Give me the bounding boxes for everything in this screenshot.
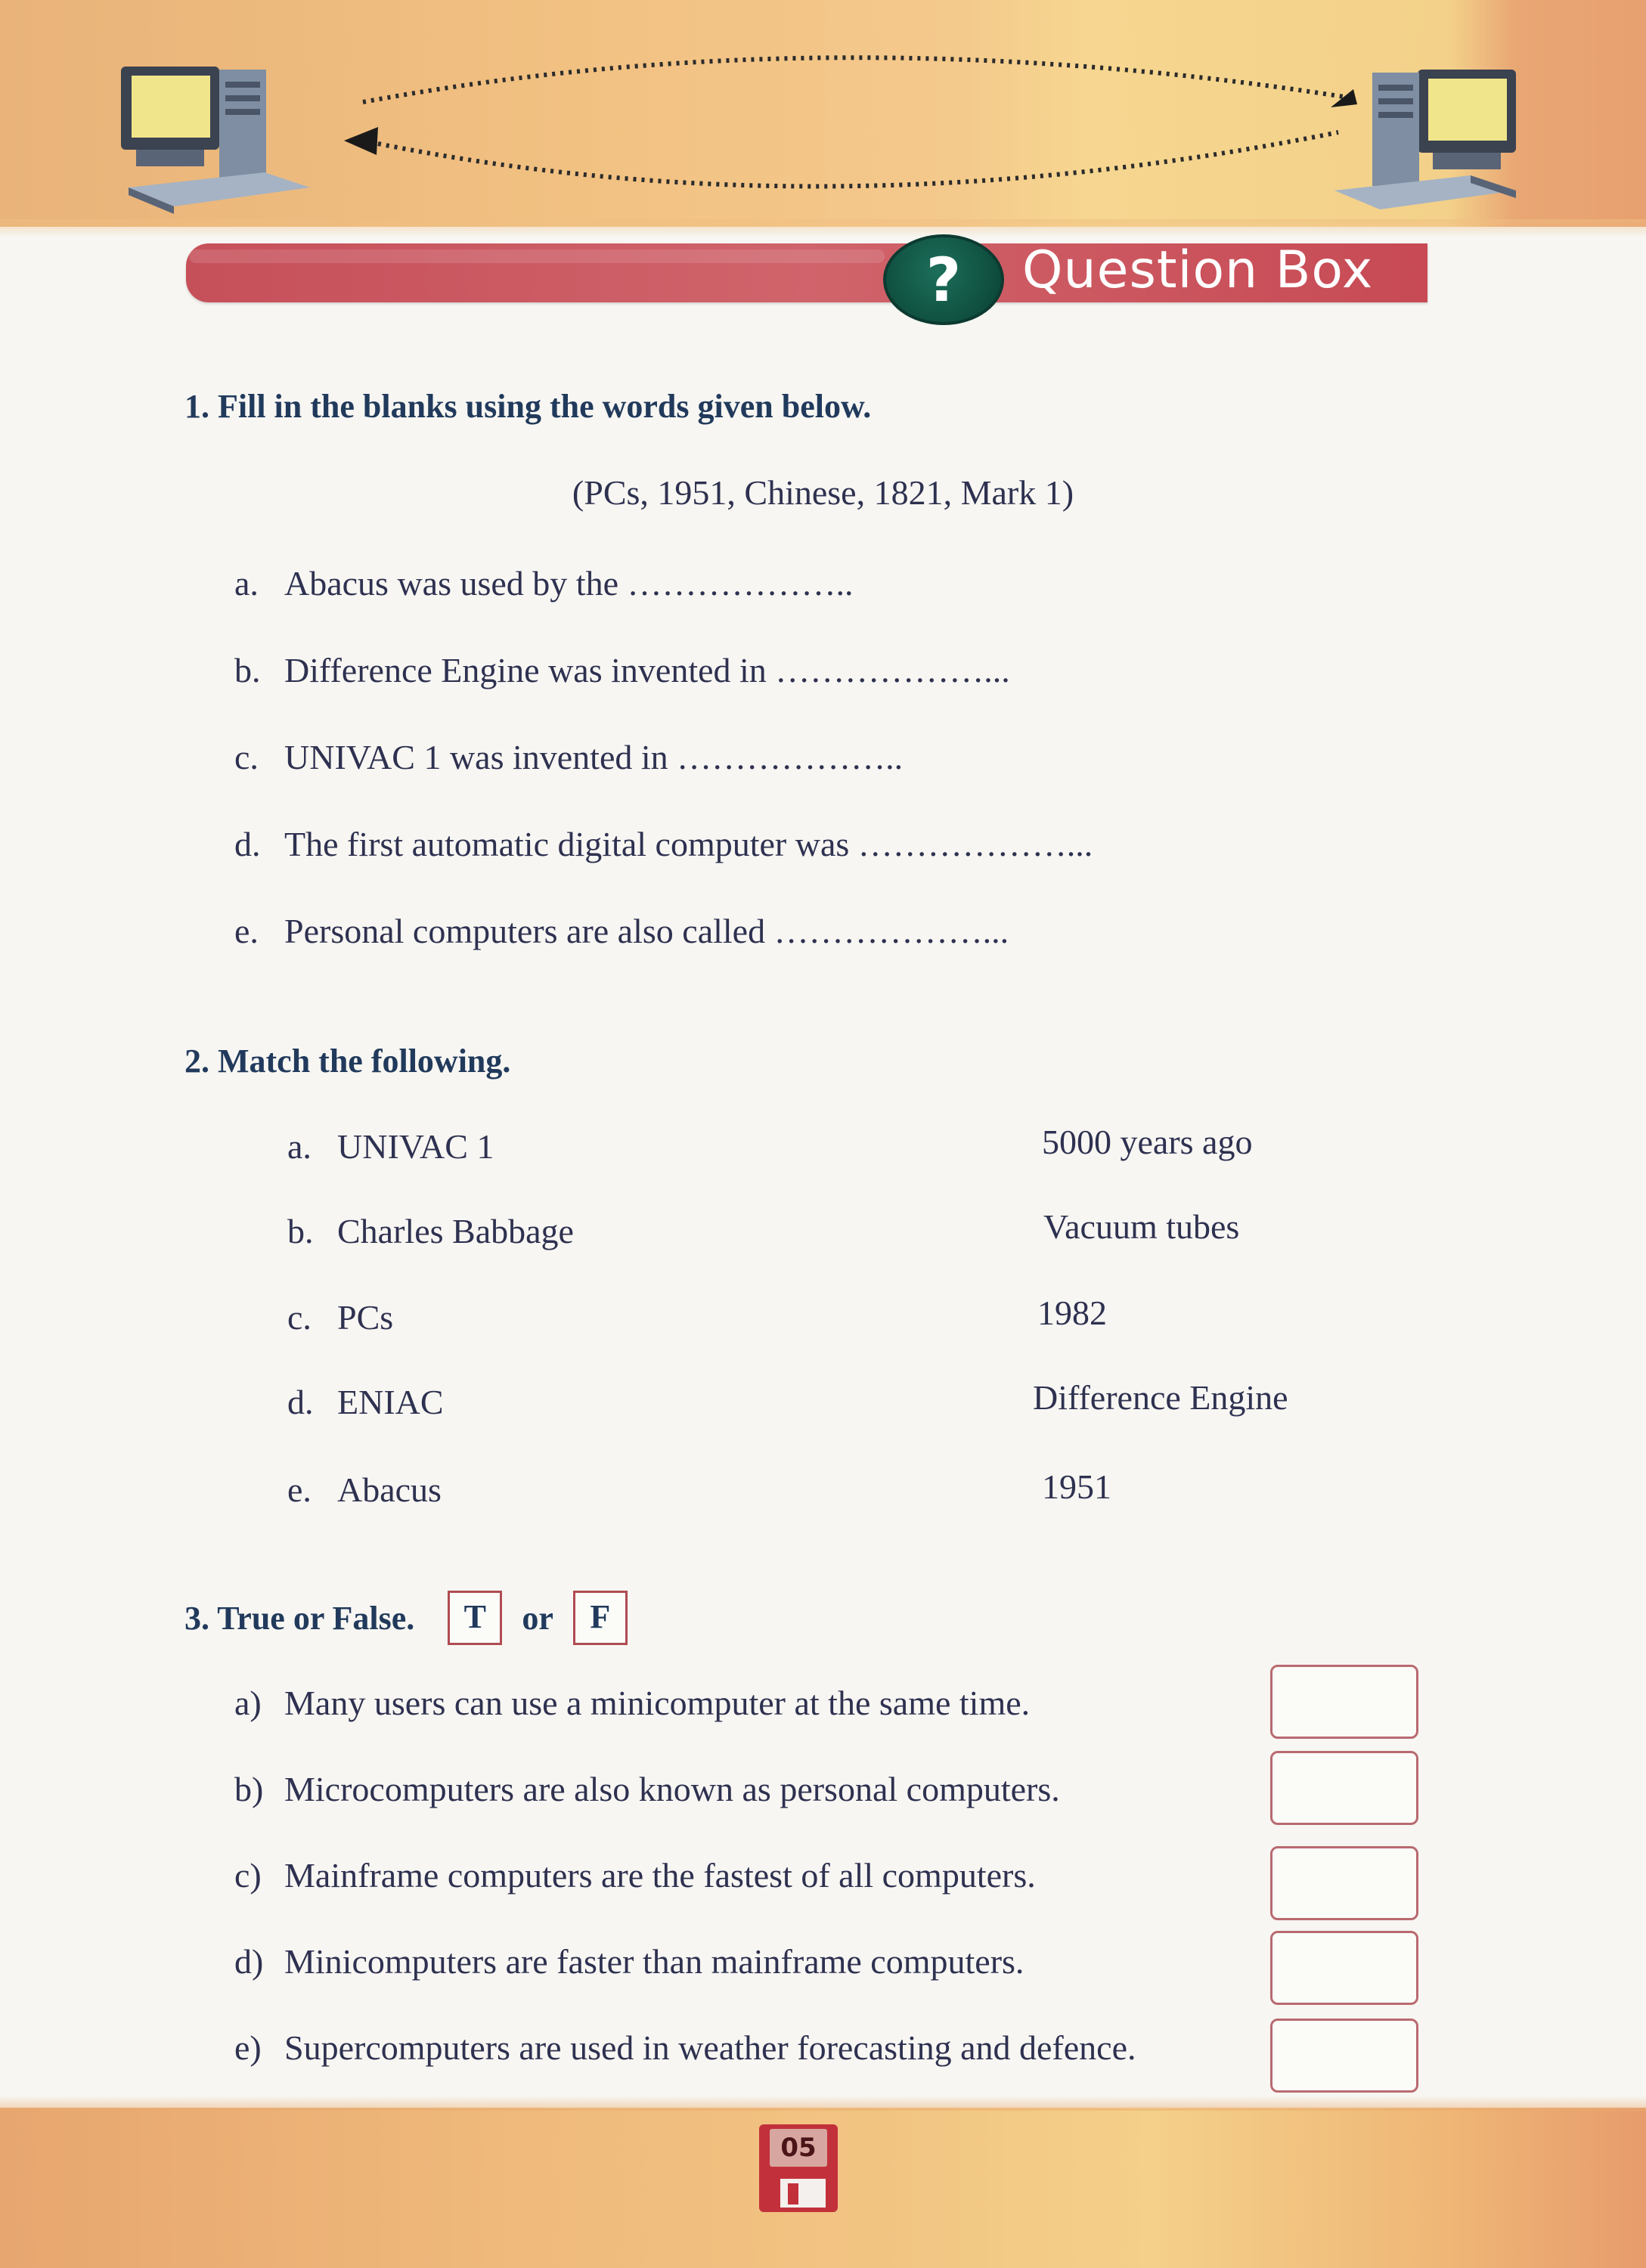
item-letter: a) — [234, 1684, 262, 1722]
item-letter: d. — [287, 1383, 314, 1421]
item-text: Supercomputers are used in weather forecasting and defence. — [284, 2028, 1136, 2067]
item-text: PCs — [337, 1298, 394, 1337]
q3-heading: 3. True or False. — [184, 1599, 415, 1637]
item-letter: c) — [234, 1856, 262, 1895]
item-letter: e) — [234, 2028, 262, 2067]
item-letter: d) — [234, 1942, 264, 1981]
q2-left-item-b — [287, 1211, 574, 1251]
item-letter: d. — [234, 825, 261, 863]
q2-right-item: Vacuum tubes — [1043, 1207, 1240, 1246]
item-text: UNIVAC 1 — [337, 1127, 494, 1166]
item-letter: c. — [234, 738, 259, 776]
or-label: or — [522, 1599, 553, 1637]
q1-item-d — [234, 824, 1093, 864]
answer-box-c[interactable] — [1270, 1846, 1418, 1920]
item-text: Minicomputers are faster than mainframe computers. — [284, 1942, 1024, 1981]
q3-item-a — [234, 1683, 1030, 1723]
q2-left-item-a — [287, 1126, 494, 1167]
item-text: Abacus was used by the ……………….. — [284, 564, 854, 603]
q1-item-b — [234, 650, 1010, 690]
q2-left-item-e — [287, 1470, 442, 1510]
answer-box-b[interactable] — [1270, 1751, 1418, 1825]
page-number: 05 — [770, 2129, 827, 2167]
q3-item-c — [234, 1855, 1036, 1895]
question-mark-icon: ? — [883, 234, 1004, 325]
item-letter: a. — [234, 564, 259, 603]
q2-left-item-c — [287, 1297, 393, 1337]
q1-item-e — [234, 911, 1009, 951]
answer-box-d[interactable] — [1270, 1931, 1418, 2005]
item-letter: e. — [287, 1470, 312, 1509]
q3-heading-row — [184, 1591, 628, 1645]
item-text: Microcomputers are also known as personal computers. — [284, 1770, 1060, 1808]
item-text: Many users can use a minicomputer at the same time. — [284, 1684, 1031, 1722]
item-text: Charles Babbage — [337, 1212, 574, 1250]
item-letter: a. — [287, 1127, 312, 1166]
item-text: The first automatic digital computer was ………………... — [284, 825, 1093, 863]
item-text: UNIVAC 1 was invented in ……………….. — [284, 738, 904, 776]
q3-item-d — [234, 1941, 1024, 1981]
item-text: Abacus — [337, 1470, 442, 1509]
q2-left-item-d — [287, 1382, 444, 1422]
item-text: ENIAC — [337, 1383, 444, 1421]
q1-item-a — [234, 563, 854, 603]
item-letter: c. — [287, 1298, 312, 1337]
q2-right-item: 5000 years ago — [1042, 1123, 1253, 1161]
answer-box-e[interactable] — [1270, 2019, 1418, 2093]
q1-word-bank: (PCs, 1951, Chinese, 1821, Mark 1) — [572, 473, 1074, 512]
header-band — [0, 0, 1646, 227]
q2-right-item: 1951 — [1042, 1467, 1111, 1506]
q2-heading: 2. Match the following. — [184, 1043, 511, 1080]
item-letter: e. — [234, 912, 259, 950]
q3-item-e — [234, 2028, 1136, 2068]
false-box: F — [573, 1591, 628, 1645]
arrow-left-icon — [344, 127, 378, 155]
floppy-disk-icon — [759, 2124, 838, 2212]
q2-right-item: 1982 — [1037, 1294, 1107, 1332]
question-box-bar-highlight — [189, 249, 885, 263]
q3-item-b — [234, 1769, 1060, 1809]
computer-icon — [113, 59, 318, 218]
item-text: Mainframe computers are the fastest of all computers. — [284, 1856, 1036, 1895]
floppy-shutter — [780, 2179, 826, 2208]
answer-box-a[interactable] — [1270, 1665, 1418, 1739]
item-letter: b. — [287, 1212, 314, 1250]
item-letter: b. — [234, 651, 261, 689]
item-text: Personal computers are also called ………………... — [284, 912, 1009, 950]
item-letter: b) — [234, 1770, 264, 1808]
computer-icon — [1327, 62, 1531, 221]
q2-right-item: Difference Engine — [1033, 1378, 1288, 1417]
q1-heading: 1. Fill in the blanks using the words given below. — [184, 388, 872, 425]
true-box: T — [448, 1591, 502, 1645]
item-text: Difference Engine was invented in ………………... — [284, 651, 1010, 689]
q1-item-c — [234, 737, 903, 777]
page-title: Question Box — [1022, 240, 1374, 300]
